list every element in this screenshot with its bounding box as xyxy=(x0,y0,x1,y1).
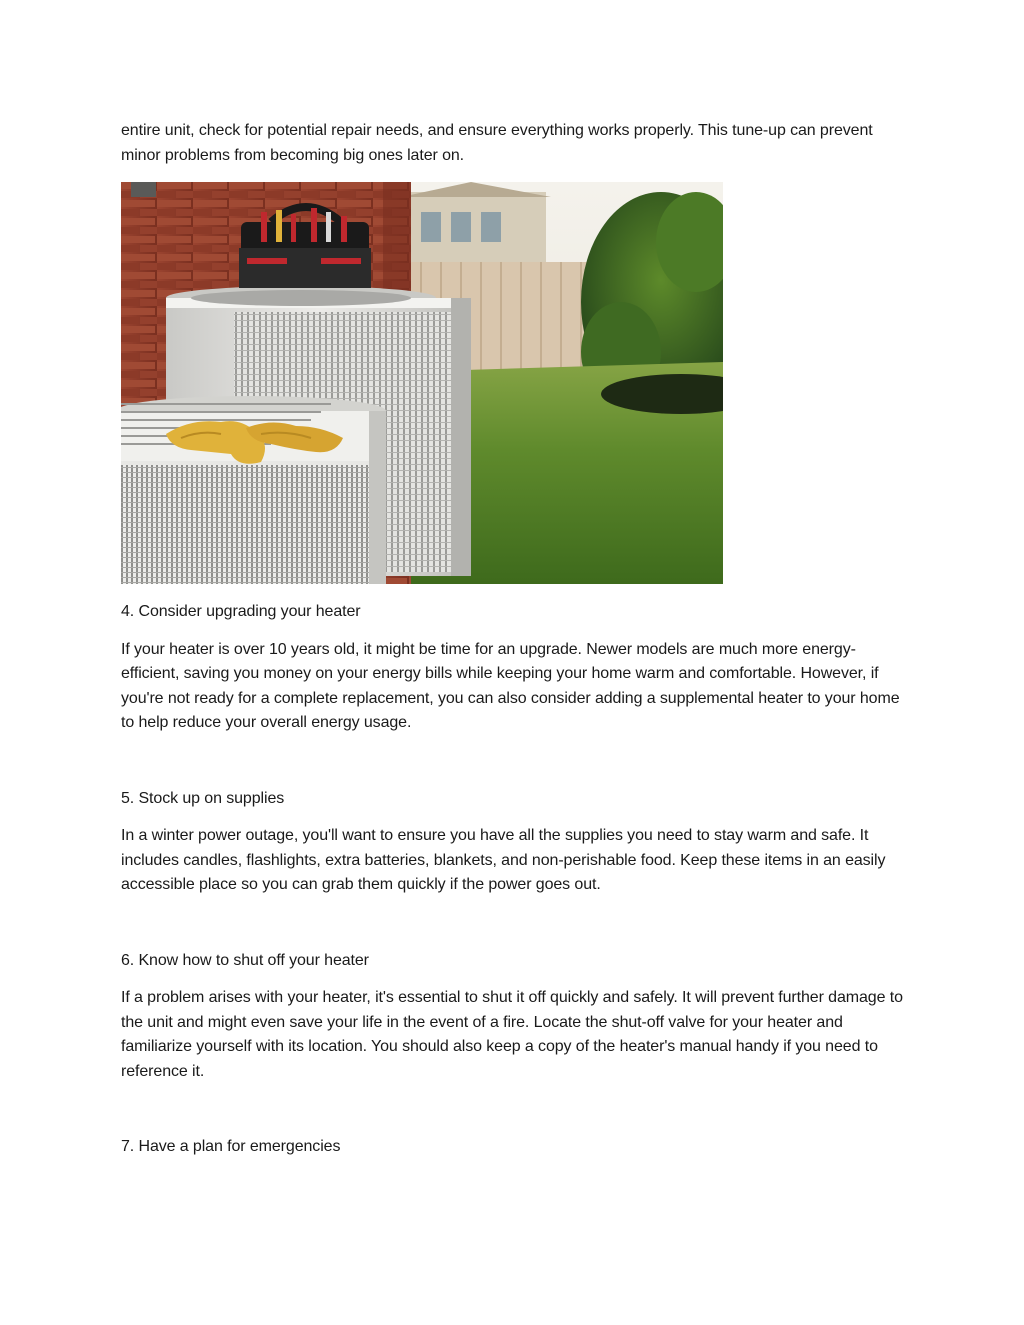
ac-units-photo xyxy=(121,182,723,584)
section-body-6: If a problem arises with your heater, it's essential to shut it off quickly and safely. It will prevent further damage to the unit and might even save your life in the event of a fire. Locate the shut-off valve for your heater and familiarize yourself with its location. You should also keep a copy of the heater's manual handy if you need to reference it. xyxy=(121,989,903,1080)
document-page xyxy=(121,119,911,1160)
section-heading-6: 6. Know how to shut off your heater xyxy=(121,951,369,969)
section-heading-7: 7. Have a plan for emergencies xyxy=(121,1138,341,1155)
section-heading-4: 4. Consider upgrading your heater xyxy=(121,603,361,620)
section-body-4: If your heater is over 10 years old, it might be time for an upgrade. Newer models are much more energy-efficient, saving you money on your energy bills while keeping your home warm and comfortable. However, if you're not ready for a complete replacement, you can also consider adding a supplemental heater to your home to help reduce your overall energy usage. xyxy=(121,640,900,731)
section-heading-5: 5. Stock up on supplies xyxy=(121,789,285,807)
intro-paragraph: entire unit, check for potential repair needs, and ensure everything works properly. This tune-up can prevent minor problems from becoming big ones later on. xyxy=(121,122,873,164)
section-body-5: In a winter power outage, you'll want to ensure you have all the supplies you need to stay warm and safe. It includes candles, flashlights, extra batteries, blankets, and non-perishable food. Keep these items in an easily accessible place so you can grab them quickly if the power goes out. xyxy=(121,827,886,893)
